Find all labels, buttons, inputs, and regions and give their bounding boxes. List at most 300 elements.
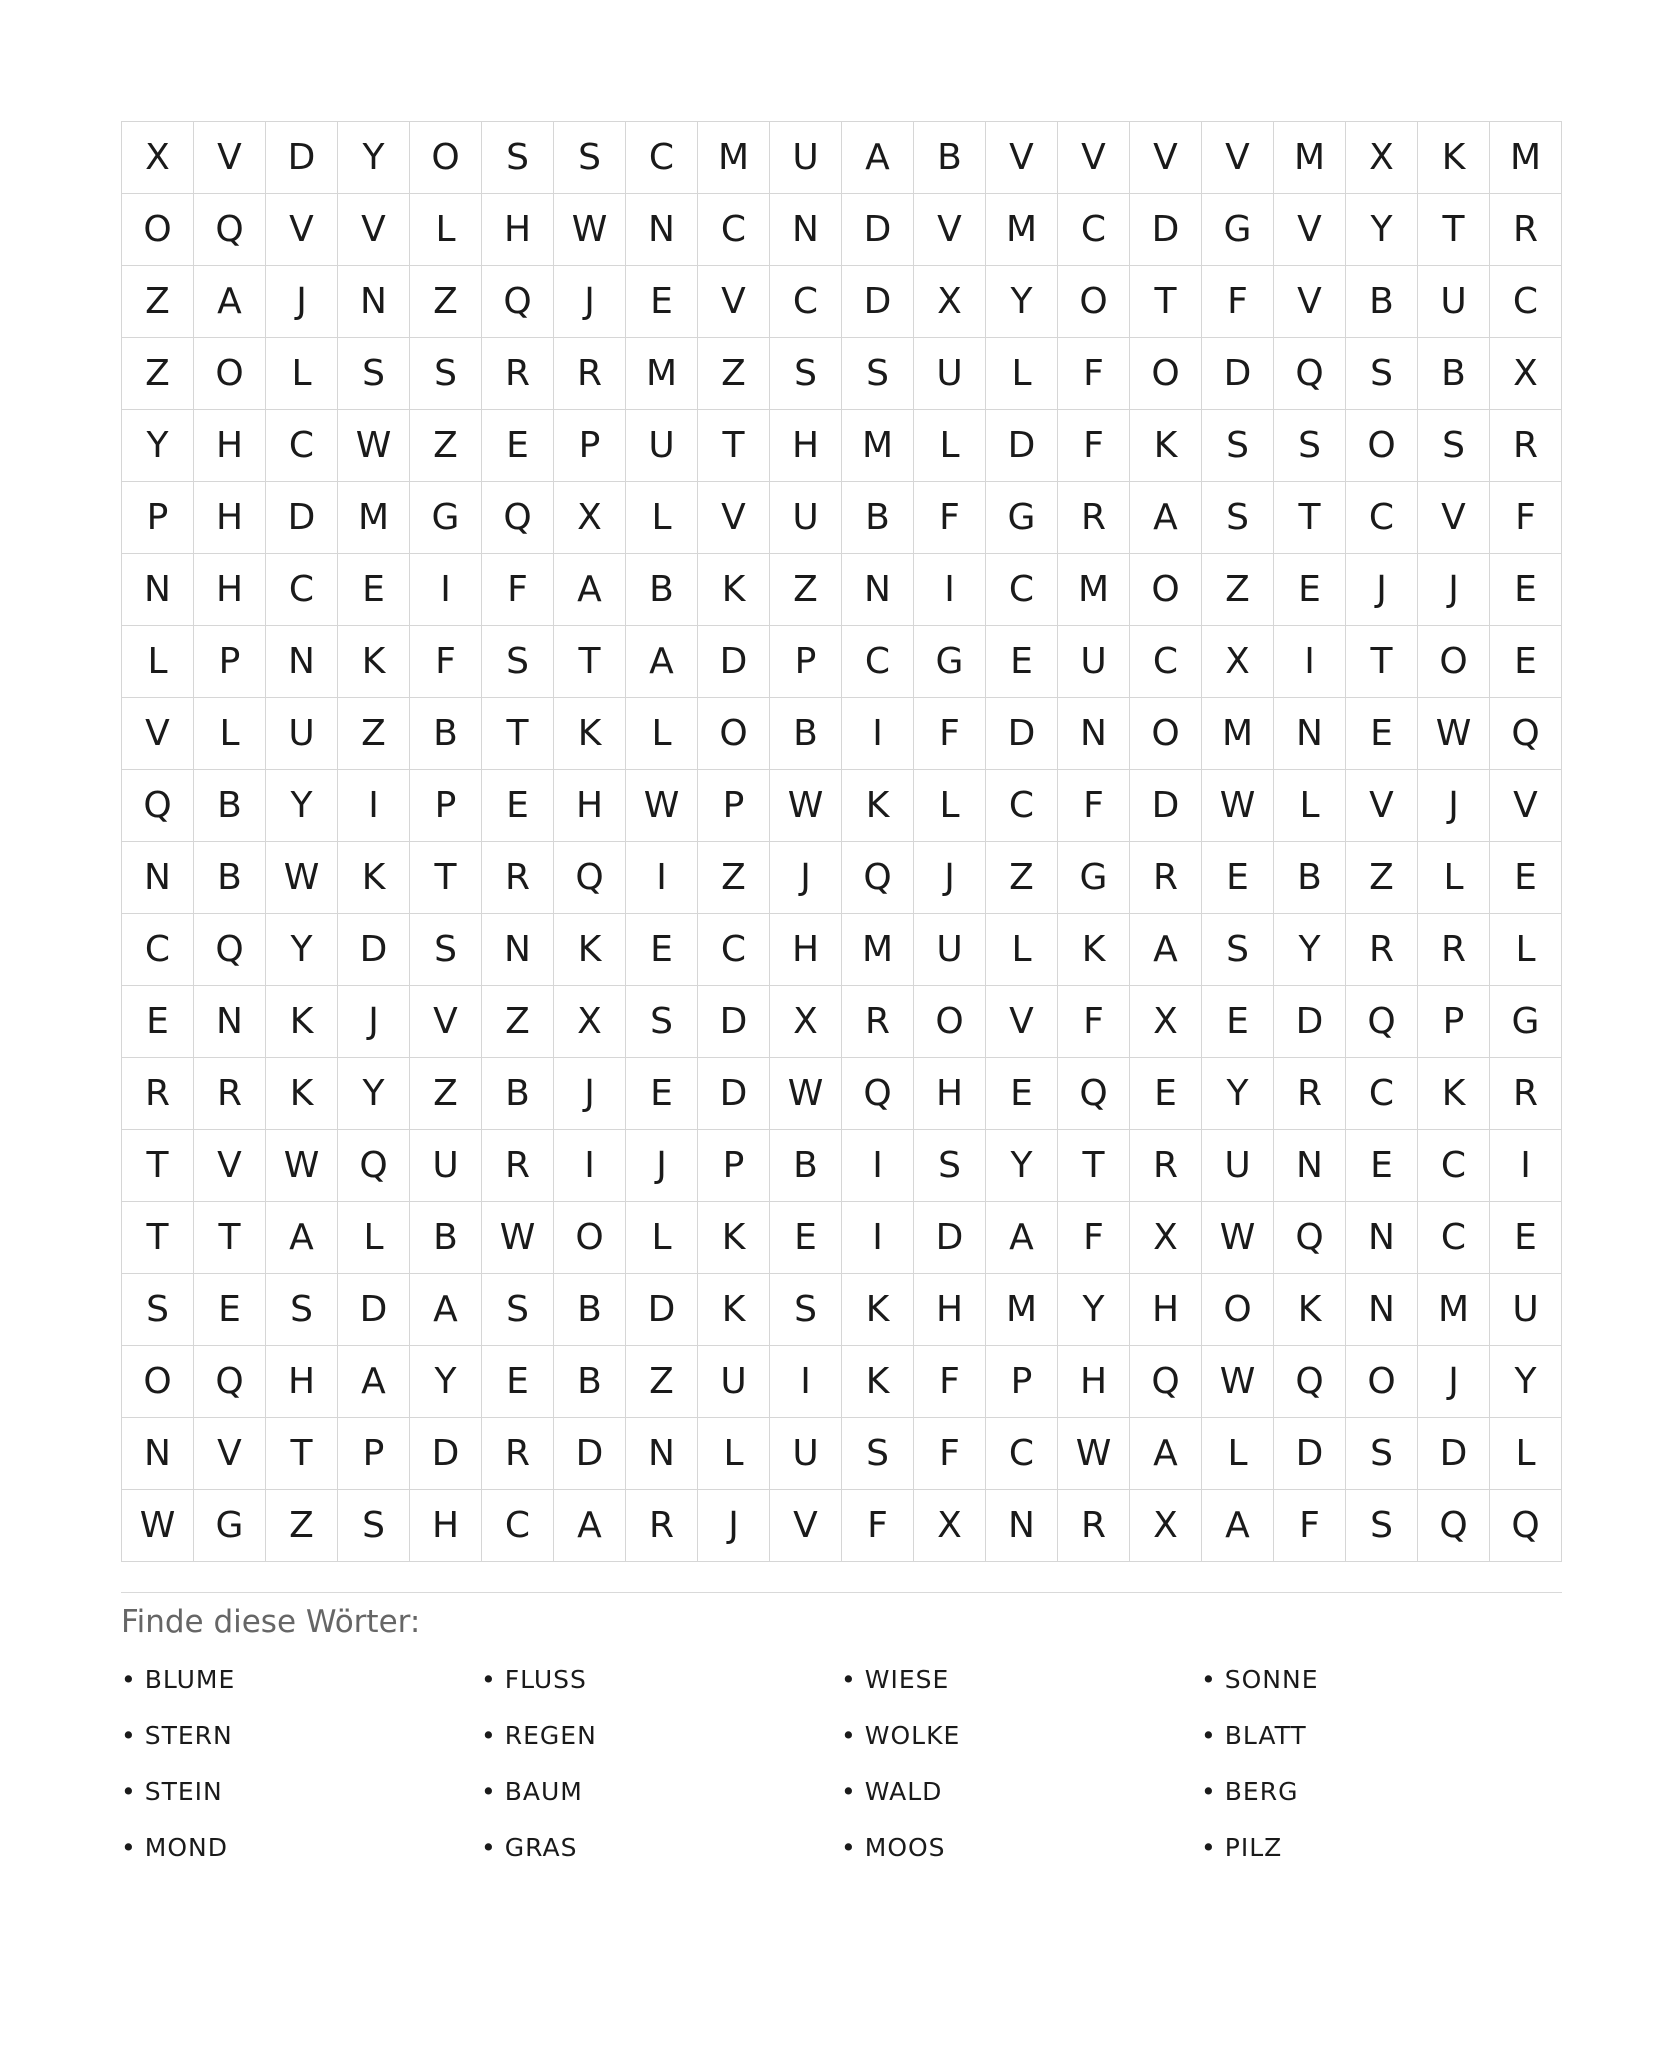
grid-cell[interactable]: X xyxy=(1130,1202,1202,1274)
grid-cell[interactable]: H xyxy=(1058,1346,1130,1418)
grid-cell[interactable]: E xyxy=(122,986,194,1058)
grid-cell[interactable]: X xyxy=(914,1490,986,1562)
grid-cell[interactable]: K xyxy=(842,1346,914,1418)
grid-cell[interactable]: Y xyxy=(410,1346,482,1418)
grid-cell[interactable]: Q xyxy=(1130,1346,1202,1418)
grid-cell[interactable]: C xyxy=(698,914,770,986)
grid-cell[interactable]: J xyxy=(1418,1346,1490,1418)
grid-cell[interactable]: S xyxy=(1346,1490,1418,1562)
grid-cell[interactable]: H xyxy=(554,770,626,842)
grid-cell[interactable]: W xyxy=(1418,698,1490,770)
grid-cell[interactable]: Z xyxy=(122,338,194,410)
grid-cell[interactable]: I xyxy=(410,554,482,626)
grid-cell[interactable]: K xyxy=(554,698,626,770)
grid-cell[interactable]: Y xyxy=(1490,1346,1562,1418)
grid-cell[interactable]: Z xyxy=(626,1346,698,1418)
grid-cell[interactable]: R xyxy=(194,1058,266,1130)
grid-cell[interactable]: N xyxy=(122,1418,194,1490)
grid-cell[interactable]: V xyxy=(1346,770,1418,842)
grid-cell[interactable]: F xyxy=(482,554,554,626)
grid-cell[interactable]: Q xyxy=(1274,338,1346,410)
grid-cell[interactable]: L xyxy=(1490,1418,1562,1490)
grid-cell[interactable]: N xyxy=(770,194,842,266)
grid-cell[interactable]: H xyxy=(770,914,842,986)
grid-cell[interactable]: S xyxy=(338,1490,410,1562)
grid-cell[interactable]: S xyxy=(770,1274,842,1346)
grid-cell[interactable]: S xyxy=(1202,482,1274,554)
grid-cell[interactable]: V xyxy=(1130,122,1202,194)
grid-cell[interactable]: M xyxy=(626,338,698,410)
grid-cell[interactable]: E xyxy=(626,1058,698,1130)
grid-cell[interactable]: G xyxy=(410,482,482,554)
grid-cell[interactable]: T xyxy=(122,1202,194,1274)
grid-cell[interactable]: X xyxy=(1490,338,1562,410)
grid-cell[interactable]: U xyxy=(1058,626,1130,698)
grid-cell[interactable]: X xyxy=(914,266,986,338)
grid-cell[interactable]: N xyxy=(1274,698,1346,770)
grid-cell[interactable]: C xyxy=(1418,1130,1490,1202)
grid-cell[interactable]: J xyxy=(1418,554,1490,626)
grid-cell[interactable]: V xyxy=(410,986,482,1058)
grid-cell[interactable]: K xyxy=(1418,122,1490,194)
grid-cell[interactable]: V xyxy=(914,194,986,266)
grid-cell[interactable]: A xyxy=(554,1490,626,1562)
grid-cell[interactable]: B xyxy=(1274,842,1346,914)
grid-cell[interactable]: S xyxy=(482,1274,554,1346)
grid-cell[interactable]: O xyxy=(1418,626,1490,698)
grid-cell[interactable]: H xyxy=(770,410,842,482)
grid-cell[interactable]: A xyxy=(1130,482,1202,554)
grid-cell[interactable]: N xyxy=(194,986,266,1058)
grid-cell[interactable]: M xyxy=(1418,1274,1490,1346)
grid-cell[interactable]: C xyxy=(1130,626,1202,698)
grid-cell[interactable]: C xyxy=(1346,1058,1418,1130)
grid-cell[interactable]: D xyxy=(986,410,1058,482)
grid-cell[interactable]: U xyxy=(770,482,842,554)
grid-cell[interactable]: Q xyxy=(554,842,626,914)
grid-cell[interactable]: D xyxy=(698,986,770,1058)
grid-cell[interactable]: D xyxy=(1130,770,1202,842)
grid-cell[interactable]: P xyxy=(410,770,482,842)
grid-cell[interactable]: D xyxy=(1202,338,1274,410)
grid-cell[interactable]: M xyxy=(1490,122,1562,194)
grid-cell[interactable]: Q xyxy=(842,1058,914,1130)
grid-cell[interactable]: V xyxy=(1490,770,1562,842)
grid-cell[interactable]: I xyxy=(914,554,986,626)
grid-cell[interactable]: D xyxy=(698,1058,770,1130)
grid-cell[interactable]: B xyxy=(914,122,986,194)
grid-cell[interactable]: E xyxy=(482,410,554,482)
grid-cell[interactable]: H xyxy=(482,194,554,266)
grid-cell[interactable]: Q xyxy=(1346,986,1418,1058)
grid-cell[interactable]: Q xyxy=(482,482,554,554)
grid-cell[interactable]: E xyxy=(626,266,698,338)
grid-cell[interactable]: F xyxy=(1058,338,1130,410)
grid-cell[interactable]: I xyxy=(1274,626,1346,698)
grid-cell[interactable]: O xyxy=(698,698,770,770)
grid-cell[interactable]: N xyxy=(626,1418,698,1490)
grid-cell[interactable]: H xyxy=(194,482,266,554)
grid-cell[interactable]: M xyxy=(1202,698,1274,770)
grid-cell[interactable]: Z xyxy=(770,554,842,626)
grid-cell[interactable]: E xyxy=(482,1346,554,1418)
grid-cell[interactable]: B xyxy=(626,554,698,626)
grid-cell[interactable]: O xyxy=(914,986,986,1058)
grid-cell[interactable]: L xyxy=(194,698,266,770)
grid-cell[interactable]: M xyxy=(842,410,914,482)
grid-cell[interactable]: Q xyxy=(122,770,194,842)
grid-cell[interactable]: D xyxy=(1418,1418,1490,1490)
grid-cell[interactable]: G xyxy=(914,626,986,698)
grid-cell[interactable]: T xyxy=(554,626,626,698)
grid-cell[interactable]: J xyxy=(1346,554,1418,626)
grid-cell[interactable]: Q xyxy=(1274,1346,1346,1418)
grid-cell[interactable]: Q xyxy=(482,266,554,338)
grid-cell[interactable]: V xyxy=(1274,194,1346,266)
grid-cell[interactable]: B xyxy=(770,698,842,770)
grid-cell[interactable]: D xyxy=(1130,194,1202,266)
grid-cell[interactable]: V xyxy=(194,1130,266,1202)
grid-cell[interactable]: D xyxy=(338,1274,410,1346)
grid-cell[interactable]: J xyxy=(554,266,626,338)
grid-cell[interactable]: B xyxy=(770,1130,842,1202)
grid-cell[interactable]: L xyxy=(626,698,698,770)
grid-cell[interactable]: L xyxy=(1418,842,1490,914)
grid-cell[interactable]: P xyxy=(698,1130,770,1202)
grid-cell[interactable]: T xyxy=(1130,266,1202,338)
grid-cell[interactable]: A xyxy=(338,1346,410,1418)
grid-cell[interactable]: S xyxy=(626,986,698,1058)
grid-cell[interactable]: N xyxy=(122,842,194,914)
grid-cell[interactable]: S xyxy=(410,338,482,410)
grid-cell[interactable]: M xyxy=(986,194,1058,266)
grid-cell[interactable]: N xyxy=(122,554,194,626)
grid-cell[interactable]: I xyxy=(626,842,698,914)
grid-cell[interactable]: E xyxy=(1346,698,1418,770)
grid-cell[interactable]: K xyxy=(698,1202,770,1274)
grid-cell[interactable]: B xyxy=(554,1346,626,1418)
grid-cell[interactable]: Q xyxy=(842,842,914,914)
grid-cell[interactable]: O xyxy=(1130,554,1202,626)
grid-cell[interactable]: A xyxy=(194,266,266,338)
grid-cell[interactable]: U xyxy=(410,1130,482,1202)
grid-cell[interactable]: U xyxy=(914,338,986,410)
grid-cell[interactable]: G xyxy=(1058,842,1130,914)
grid-cell[interactable]: F xyxy=(1058,986,1130,1058)
grid-cell[interactable]: Z xyxy=(410,1058,482,1130)
grid-cell[interactable]: C xyxy=(122,914,194,986)
grid-cell[interactable]: E xyxy=(1274,554,1346,626)
grid-cell[interactable]: E xyxy=(1346,1130,1418,1202)
grid-cell[interactable]: R xyxy=(842,986,914,1058)
grid-cell[interactable]: T xyxy=(122,1130,194,1202)
grid-cell[interactable]: X xyxy=(1130,986,1202,1058)
grid-cell[interactable]: Y xyxy=(1058,1274,1130,1346)
grid-cell[interactable]: A xyxy=(1202,1490,1274,1562)
grid-cell[interactable]: U xyxy=(770,1418,842,1490)
grid-cell[interactable]: R xyxy=(1058,1490,1130,1562)
grid-cell[interactable]: H xyxy=(1130,1274,1202,1346)
grid-cell[interactable]: S xyxy=(1202,410,1274,482)
grid-cell[interactable]: U xyxy=(1490,1274,1562,1346)
grid-cell[interactable]: L xyxy=(1202,1418,1274,1490)
grid-cell[interactable]: K xyxy=(1130,410,1202,482)
grid-cell[interactable]: A xyxy=(1130,914,1202,986)
grid-cell[interactable]: L xyxy=(914,410,986,482)
grid-cell[interactable]: F xyxy=(914,482,986,554)
grid-cell[interactable]: V xyxy=(194,1418,266,1490)
grid-cell[interactable]: C xyxy=(1346,482,1418,554)
grid-cell[interactable]: V xyxy=(1058,122,1130,194)
grid-cell[interactable]: Z xyxy=(410,266,482,338)
grid-cell[interactable]: T xyxy=(1274,482,1346,554)
grid-cell[interactable]: Z xyxy=(698,842,770,914)
grid-cell[interactable]: X xyxy=(554,482,626,554)
grid-cell[interactable]: A xyxy=(266,1202,338,1274)
grid-cell[interactable]: V xyxy=(698,482,770,554)
grid-cell[interactable]: E xyxy=(1490,626,1562,698)
grid-cell[interactable]: J xyxy=(914,842,986,914)
grid-cell[interactable]: P xyxy=(986,1346,1058,1418)
grid-cell[interactable]: L xyxy=(986,914,1058,986)
grid-cell[interactable]: S xyxy=(842,1418,914,1490)
grid-cell[interactable]: L xyxy=(914,770,986,842)
grid-cell[interactable]: V xyxy=(122,698,194,770)
grid-cell[interactable]: Y xyxy=(338,1058,410,1130)
grid-cell[interactable]: V xyxy=(986,122,1058,194)
grid-cell[interactable]: X xyxy=(122,122,194,194)
grid-cell[interactable]: C xyxy=(266,554,338,626)
grid-cell[interactable]: W xyxy=(554,194,626,266)
grid-cell[interactable]: S xyxy=(266,1274,338,1346)
grid-cell[interactable]: U xyxy=(626,410,698,482)
grid-cell[interactable]: Y xyxy=(266,914,338,986)
grid-cell[interactable]: W xyxy=(338,410,410,482)
grid-cell[interactable]: L xyxy=(698,1418,770,1490)
grid-cell[interactable]: N xyxy=(986,1490,1058,1562)
grid-cell[interactable]: L xyxy=(986,338,1058,410)
grid-cell[interactable]: E xyxy=(1130,1058,1202,1130)
grid-cell[interactable]: B xyxy=(410,698,482,770)
grid-cell[interactable]: U xyxy=(1202,1130,1274,1202)
grid-cell[interactable]: V xyxy=(770,1490,842,1562)
grid-cell[interactable]: R xyxy=(1490,194,1562,266)
grid-cell[interactable]: D xyxy=(986,698,1058,770)
grid-cell[interactable]: Q xyxy=(1274,1202,1346,1274)
grid-cell[interactable]: M xyxy=(1058,554,1130,626)
grid-cell[interactable]: C xyxy=(986,1418,1058,1490)
grid-cell[interactable]: V xyxy=(194,122,266,194)
grid-cell[interactable]: C xyxy=(482,1490,554,1562)
grid-cell[interactable]: C xyxy=(770,266,842,338)
grid-cell[interactable]: D xyxy=(266,482,338,554)
grid-cell[interactable]: M xyxy=(338,482,410,554)
grid-cell[interactable]: R xyxy=(1490,410,1562,482)
grid-cell[interactable]: D xyxy=(914,1202,986,1274)
grid-cell[interactable]: H xyxy=(194,554,266,626)
grid-cell[interactable]: K xyxy=(1418,1058,1490,1130)
grid-cell[interactable]: T xyxy=(698,410,770,482)
grid-cell[interactable]: F xyxy=(914,1346,986,1418)
grid-cell[interactable]: V xyxy=(1202,122,1274,194)
grid-cell[interactable]: R xyxy=(1058,482,1130,554)
grid-cell[interactable]: Z xyxy=(986,842,1058,914)
grid-cell[interactable]: P xyxy=(698,770,770,842)
grid-cell[interactable]: Q xyxy=(194,914,266,986)
grid-cell[interactable]: C xyxy=(1058,194,1130,266)
grid-cell[interactable]: U xyxy=(1418,266,1490,338)
grid-cell[interactable]: K xyxy=(1274,1274,1346,1346)
grid-cell[interactable]: N xyxy=(1346,1202,1418,1274)
grid-cell[interactable]: B xyxy=(842,482,914,554)
grid-cell[interactable]: G xyxy=(194,1490,266,1562)
grid-cell[interactable]: Y xyxy=(1346,194,1418,266)
grid-cell[interactable]: Z xyxy=(698,338,770,410)
grid-cell[interactable]: R xyxy=(1130,842,1202,914)
grid-cell[interactable]: Q xyxy=(194,194,266,266)
grid-cell[interactable]: J xyxy=(554,1058,626,1130)
grid-cell[interactable]: D xyxy=(842,266,914,338)
grid-cell[interactable]: C xyxy=(842,626,914,698)
grid-cell[interactable]: W xyxy=(770,770,842,842)
grid-cell[interactable]: P xyxy=(122,482,194,554)
grid-cell[interactable]: Q xyxy=(1058,1058,1130,1130)
grid-cell[interactable]: O xyxy=(554,1202,626,1274)
grid-cell[interactable]: O xyxy=(1058,266,1130,338)
grid-cell[interactable]: Y xyxy=(266,770,338,842)
grid-cell[interactable]: E xyxy=(986,1058,1058,1130)
grid-cell[interactable]: S xyxy=(338,338,410,410)
grid-cell[interactable]: P xyxy=(554,410,626,482)
grid-cell[interactable]: O xyxy=(122,194,194,266)
grid-cell[interactable]: T xyxy=(482,698,554,770)
grid-cell[interactable]: I xyxy=(770,1346,842,1418)
grid-cell[interactable]: X xyxy=(1346,122,1418,194)
grid-cell[interactable]: W xyxy=(482,1202,554,1274)
grid-cell[interactable]: K xyxy=(698,554,770,626)
grid-cell[interactable]: Q xyxy=(194,1346,266,1418)
grid-cell[interactable]: D xyxy=(842,194,914,266)
grid-cell[interactable]: K xyxy=(266,986,338,1058)
grid-cell[interactable]: I xyxy=(1490,1130,1562,1202)
grid-cell[interactable]: D xyxy=(698,626,770,698)
grid-cell[interactable]: W xyxy=(1202,1202,1274,1274)
grid-cell[interactable]: N xyxy=(338,266,410,338)
grid-cell[interactable]: P xyxy=(770,626,842,698)
grid-cell[interactable]: Y xyxy=(122,410,194,482)
grid-cell[interactable]: Q xyxy=(1418,1490,1490,1562)
grid-cell[interactable]: R xyxy=(1490,1058,1562,1130)
grid-cell[interactable]: R xyxy=(1274,1058,1346,1130)
grid-cell[interactable]: Z xyxy=(122,266,194,338)
grid-cell[interactable]: L xyxy=(338,1202,410,1274)
grid-cell[interactable]: Z xyxy=(338,698,410,770)
grid-cell[interactable]: S xyxy=(482,122,554,194)
grid-cell[interactable]: U xyxy=(266,698,338,770)
grid-cell[interactable]: F xyxy=(410,626,482,698)
grid-cell[interactable]: P xyxy=(1418,986,1490,1058)
grid-cell[interactable]: E xyxy=(770,1202,842,1274)
grid-cell[interactable]: R xyxy=(482,1130,554,1202)
grid-cell[interactable]: J xyxy=(338,986,410,1058)
grid-cell[interactable]: W xyxy=(626,770,698,842)
grid-cell[interactable]: C xyxy=(266,410,338,482)
grid-cell[interactable]: P xyxy=(338,1418,410,1490)
grid-cell[interactable]: E xyxy=(1490,842,1562,914)
grid-cell[interactable]: R xyxy=(482,338,554,410)
grid-cell[interactable]: T xyxy=(410,842,482,914)
grid-cell[interactable]: F xyxy=(842,1490,914,1562)
grid-cell[interactable]: S xyxy=(122,1274,194,1346)
grid-cell[interactable]: N xyxy=(1346,1274,1418,1346)
grid-cell[interactable]: S xyxy=(482,626,554,698)
grid-cell[interactable]: O xyxy=(122,1346,194,1418)
grid-cell[interactable]: O xyxy=(194,338,266,410)
grid-cell[interactable]: W xyxy=(122,1490,194,1562)
grid-cell[interactable]: S xyxy=(842,338,914,410)
grid-cell[interactable]: A xyxy=(554,554,626,626)
grid-cell[interactable]: I xyxy=(842,1202,914,1274)
grid-cell[interactable]: V xyxy=(1274,266,1346,338)
grid-cell[interactable]: K xyxy=(1058,914,1130,986)
grid-cell[interactable]: Z xyxy=(410,410,482,482)
grid-cell[interactable]: R xyxy=(482,1418,554,1490)
grid-cell[interactable]: O xyxy=(410,122,482,194)
grid-cell[interactable]: J xyxy=(770,842,842,914)
grid-cell[interactable]: X xyxy=(1130,1490,1202,1562)
grid-cell[interactable]: D xyxy=(1274,986,1346,1058)
grid-cell[interactable]: M xyxy=(986,1274,1058,1346)
grid-cell[interactable]: V xyxy=(266,194,338,266)
grid-cell[interactable]: L xyxy=(1274,770,1346,842)
grid-cell[interactable]: V xyxy=(338,194,410,266)
grid-cell[interactable]: O xyxy=(1130,698,1202,770)
grid-cell[interactable]: T xyxy=(266,1418,338,1490)
grid-cell[interactable]: B xyxy=(194,770,266,842)
grid-cell[interactable]: F xyxy=(1058,1202,1130,1274)
grid-cell[interactable]: E xyxy=(1490,1202,1562,1274)
grid-cell[interactable]: Q xyxy=(1490,1490,1562,1562)
grid-cell[interactable]: U xyxy=(698,1346,770,1418)
grid-cell[interactable]: O xyxy=(1130,338,1202,410)
grid-cell[interactable]: R xyxy=(122,1058,194,1130)
grid-cell[interactable]: I xyxy=(338,770,410,842)
grid-cell[interactable]: S xyxy=(770,338,842,410)
grid-cell[interactable]: K xyxy=(338,626,410,698)
grid-cell[interactable]: G xyxy=(1202,194,1274,266)
grid-cell[interactable]: S xyxy=(1346,1418,1418,1490)
grid-cell[interactable]: R xyxy=(554,338,626,410)
grid-cell[interactable]: M xyxy=(698,122,770,194)
grid-cell[interactable]: C xyxy=(1490,266,1562,338)
grid-cell[interactable]: G xyxy=(986,482,1058,554)
grid-cell[interactable]: W xyxy=(266,842,338,914)
grid-cell[interactable]: N xyxy=(482,914,554,986)
grid-cell[interactable]: K xyxy=(842,1274,914,1346)
grid-cell[interactable]: B xyxy=(1418,338,1490,410)
grid-cell[interactable]: R xyxy=(482,842,554,914)
grid-cell[interactable]: D xyxy=(266,122,338,194)
grid-cell[interactable]: F xyxy=(1202,266,1274,338)
grid-cell[interactable]: A xyxy=(626,626,698,698)
grid-cell[interactable]: F xyxy=(1490,482,1562,554)
grid-cell[interactable]: R xyxy=(1130,1130,1202,1202)
grid-cell[interactable]: H xyxy=(194,410,266,482)
grid-cell[interactable]: S xyxy=(1418,410,1490,482)
grid-cell[interactable]: C xyxy=(1418,1202,1490,1274)
grid-cell[interactable]: K xyxy=(842,770,914,842)
grid-cell[interactable]: M xyxy=(1274,122,1346,194)
